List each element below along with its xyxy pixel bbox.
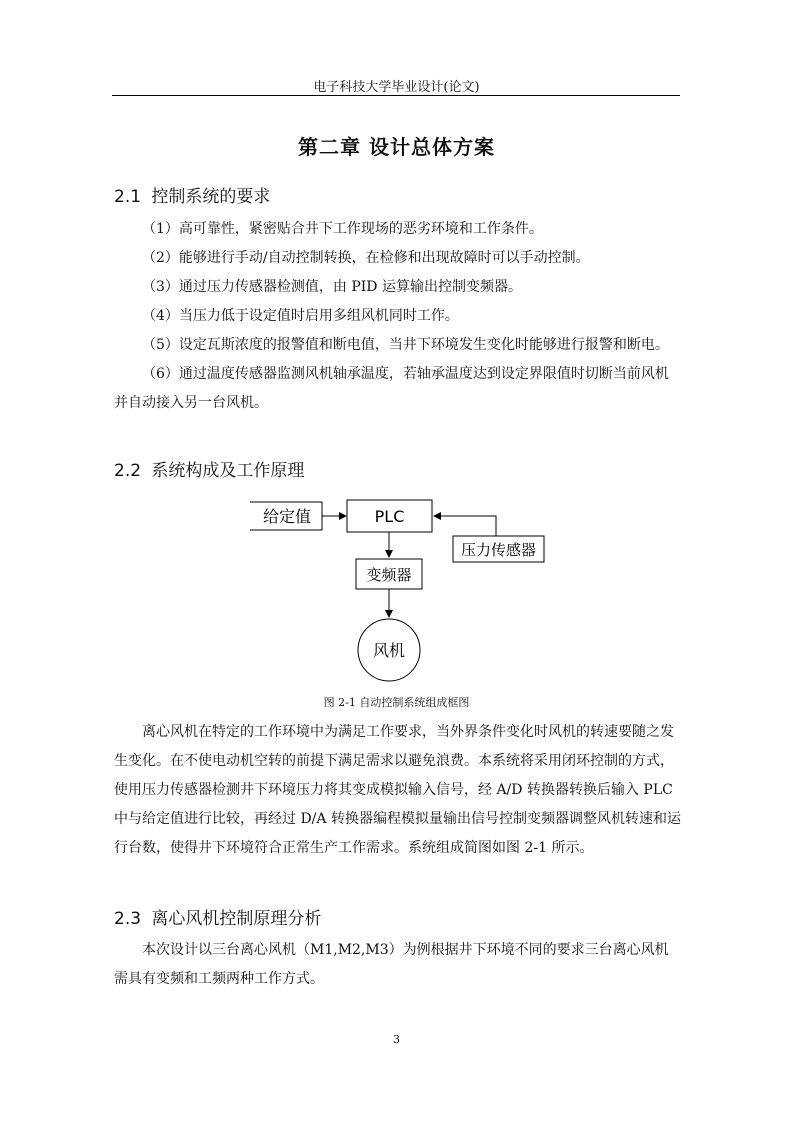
fan-block xyxy=(358,619,420,681)
section-number: 2.3 xyxy=(114,909,142,929)
section-title: 系统构成及工作原理 xyxy=(151,461,305,481)
section-number: 2.1 xyxy=(114,187,142,207)
section-title: 控制系统的要求 xyxy=(151,187,271,207)
pressure-sensor-label: 压力传感器 xyxy=(460,541,537,559)
feedback-arrow xyxy=(434,516,496,536)
requirement-item: （1）高可靠性，紧密贴合井下工作现场的恶劣环境和工作条件。 xyxy=(142,221,543,237)
body-paragraph: 离心风机在特定的工作环境中为满足工作要求，当外界条件变化时风机的转速要随之发生变化。在不使电动机空转的前提下满足需求以避免浪费。本系统将采用闭环控制的方式，使用压力传感器检测井下环境压力将其变成模拟输入信号，经 A/D 转换器转换后输入 PLC 中与给定值进行比较，再经过 D/A 转换器编程模拟量输出信号控制变频器调整风机转速和运行台数，使得井下环境符合正常生产工作需求。系统组成简图如图 2-1 所示。 xyxy=(114,724,681,856)
setpoint-label: 给定值 xyxy=(262,507,312,526)
section-title: 离心风机控制原理分析 xyxy=(151,909,322,929)
requirement-item: （6）通过温度传感器监测风机轴承温度，若轴承温度达到设定界限值时切断当前风机并自动接入另一台风机。 xyxy=(114,366,669,411)
page-header: 电子科技大学毕业设计(论文) xyxy=(313,80,480,95)
section-number: 2.2 xyxy=(114,461,142,481)
inverter-label: 变频器 xyxy=(366,566,412,584)
section-2-3-heading xyxy=(114,904,321,929)
setpoint-block xyxy=(250,502,322,530)
requirement-item: （4）当压力低于设定值时启用多组风机同时工作。 xyxy=(142,308,459,324)
figure-caption: 图 2-1 自动控制系统组成框图 xyxy=(323,696,470,709)
requirement-item: （5）设定瓦斯浓度的报警值和断电值，当井下环境发生变化时能够进行报警和断电。 xyxy=(142,337,669,353)
body-paragraph: 本次设计以三台离心风机（M1,M2,M3）为例根据井下环境不同的要求三台离心风机需具有变频和工频两种工作方式。 xyxy=(114,942,669,987)
requirement-item: （2）能够进行手动/自动控制转换，在检修和出现故障时可以手动控制。 xyxy=(142,250,590,266)
inverter-block xyxy=(356,559,422,589)
plc-label: PLC xyxy=(374,507,405,526)
requirement-item: （3）通过压力传感器检测值，由 PID 运算输出控制变频器。 xyxy=(142,279,522,295)
chapter-title: 第二章 设计总体方案 xyxy=(298,135,495,159)
section-2-2-body xyxy=(114,718,682,863)
section-2-3-body xyxy=(114,936,682,994)
plc-block xyxy=(347,500,432,532)
page-number: 3 xyxy=(393,1033,400,1046)
fan-label: 风机 xyxy=(372,641,406,660)
pressure-sensor-block xyxy=(453,536,544,562)
